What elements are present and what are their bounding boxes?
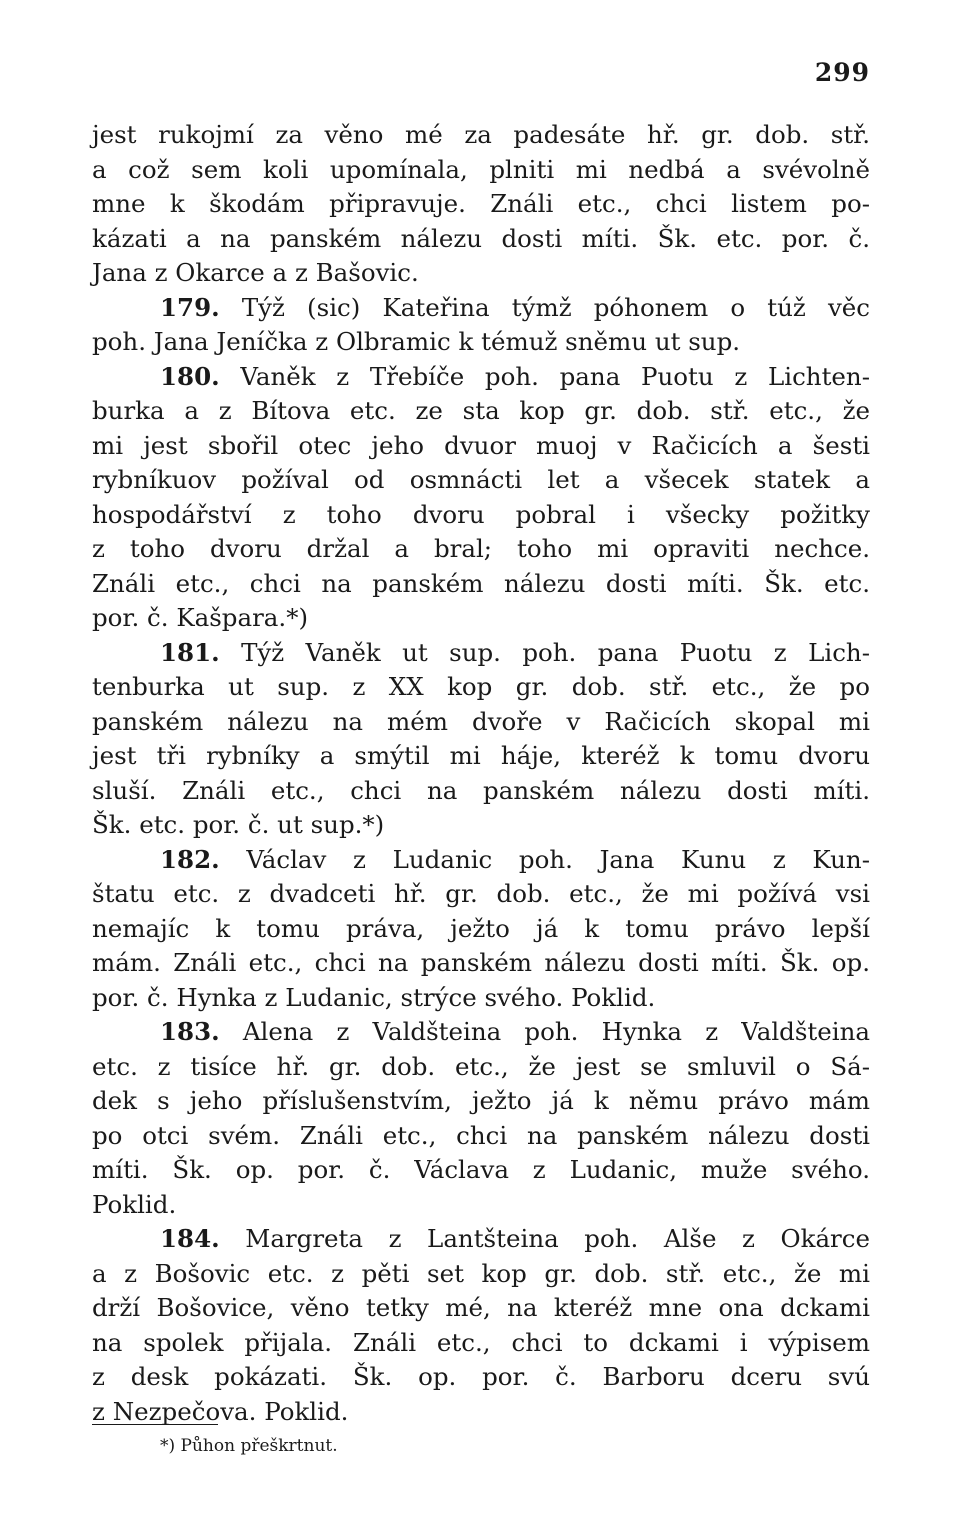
line-text: Poklid. bbox=[92, 1189, 177, 1219]
text-line bbox=[92, 774, 870, 809]
text-line bbox=[92, 1257, 870, 1292]
body-text bbox=[92, 118, 870, 1429]
entry-first-line bbox=[92, 1015, 870, 1050]
line-text: poh. Jana Jeníčka z Olbramic k témuž sněmu ut sup. bbox=[92, 327, 741, 356]
line-text: a z Bošovic etc. z pěti set kop gr. dob. stř. etc., že mi bbox=[92, 1258, 870, 1288]
text-line bbox=[92, 532, 870, 567]
line-text: Šk. etc. por. č. ut sup.*) bbox=[92, 810, 385, 839]
line-text: etc. z tisíce hř. gr. dob. etc., že jest se smluvil o Sá- bbox=[92, 1051, 870, 1081]
line-text: por. č. Kašpara.*) bbox=[92, 603, 309, 632]
line-text: Margreta z Lantšteina poh. Alše z Okárce bbox=[245, 1224, 870, 1253]
line-text: tenburka ut sup. z XX kop gr. dob. stř. etc., že po bbox=[92, 672, 870, 701]
text-line bbox=[92, 601, 870, 636]
line-text: z Nezpečova. Poklid. bbox=[92, 1396, 349, 1426]
line-text: burka a z Bítova etc. ze sta kop gr. dob. stř. etc., že bbox=[92, 396, 870, 425]
line-text: drží Bošovice, věno tetky mé, na kteréž mne ona dckami bbox=[92, 1293, 870, 1322]
entry-first-line bbox=[92, 360, 870, 395]
line-text: panském nálezu na mém dvoře v Račicích skopal mi bbox=[92, 706, 870, 736]
text-line bbox=[92, 912, 870, 947]
line-text: Týž Vaněk ut sup. poh. pana Puotu z Lich- bbox=[241, 637, 870, 667]
text-line bbox=[92, 1326, 870, 1361]
page-number: 299 bbox=[814, 58, 870, 87]
text-line bbox=[92, 705, 870, 740]
line-text: jest tři rybníky a smýtil mi háje, kteréž k tomu dvoru bbox=[92, 741, 870, 770]
line-text: štatu etc. z dvadceti hř. gr. dob. etc., že mi požívá vsi bbox=[92, 879, 870, 908]
text-line bbox=[92, 981, 870, 1016]
footnote-rule bbox=[92, 1424, 218, 1425]
line-text: hospodářství z toho dvoru pobral i všecky požitky bbox=[92, 499, 870, 529]
line-text: z desk pokázati. Šk. op. por. č. Barboru dceru svú bbox=[92, 1362, 870, 1391]
line-text: sluší. Ználi etc., chci na panském nálezu dosti míti. bbox=[92, 775, 870, 805]
text-line bbox=[92, 567, 870, 602]
text-line bbox=[92, 463, 870, 498]
line-text: dek s jeho příslušenstvím, ježto já k němu právo mám bbox=[92, 1086, 870, 1115]
text-line bbox=[92, 946, 870, 981]
entry-first-line bbox=[92, 1222, 870, 1257]
text-line bbox=[92, 498, 870, 533]
text-line bbox=[92, 1084, 870, 1119]
entry-number: 184. bbox=[160, 1224, 220, 1253]
line-text: z toho dvoru držal a bral; toho mi opraviti nechce. bbox=[92, 534, 870, 563]
text-line bbox=[92, 394, 870, 429]
entry-number: 179. bbox=[160, 292, 220, 322]
line-text: kázati a na panském nálezu dosti míti. Šk. etc. por. č. bbox=[92, 223, 870, 253]
text-line bbox=[92, 1153, 870, 1188]
line-text: mne k škodám připravuje. Ználi etc., chci listem po- bbox=[92, 189, 870, 218]
entry-first-line bbox=[92, 843, 870, 878]
text-line bbox=[92, 429, 870, 464]
text-line bbox=[92, 1119, 870, 1154]
line-text: mi jest sbořil otec jeho dvuor muoj v Račicích a šesti bbox=[92, 430, 870, 460]
line-text: Jana z Okarce a z Bašovic. bbox=[92, 258, 419, 287]
text-line bbox=[92, 118, 870, 153]
entry-number: 181. bbox=[160, 637, 220, 667]
text-line bbox=[92, 670, 870, 705]
text-line bbox=[92, 1188, 870, 1223]
line-text: po otci svém. Ználi etc., chci na panském nálezu dosti bbox=[92, 1120, 870, 1150]
text-line bbox=[92, 739, 870, 774]
text-line bbox=[92, 256, 870, 291]
line-text: jest rukojmí za věno mé za padesáte hř. gr. dob. stř. bbox=[92, 120, 870, 149]
text-line bbox=[92, 187, 870, 222]
line-text: Ználi etc., chci na panském nálezu dosti míti. Šk. etc. bbox=[92, 568, 870, 598]
entry-first-line bbox=[92, 291, 870, 326]
line-text: Alena z Valdšteina poh. Hynka z Valdšteina bbox=[242, 1017, 870, 1046]
text-line bbox=[92, 1360, 870, 1395]
entry-number: 183. bbox=[160, 1017, 220, 1046]
text-line bbox=[92, 1050, 870, 1085]
line-text: na spolek přijala. Ználi etc., chci to dckami i výpisem bbox=[92, 1327, 870, 1357]
text-line bbox=[92, 153, 870, 188]
text-line bbox=[92, 808, 870, 843]
line-text: Václav z Ludanic poh. Jana Kunu z Kun- bbox=[246, 844, 870, 874]
entry-number: 182. bbox=[160, 844, 220, 874]
line-text: Týž (sic) Kateřina týmž póhonem o túž věc bbox=[241, 292, 870, 322]
line-text: por. č. Hynka z Ludanic, strýce svého. Poklid. bbox=[92, 982, 656, 1012]
footnote: *) Půhon přeškrtnut. bbox=[160, 1436, 338, 1456]
line-text: mám. Ználi etc., chci na panském nálezu dosti míti. Šk. op. bbox=[92, 948, 870, 977]
entry-first-line bbox=[92, 636, 870, 671]
text-line bbox=[92, 877, 870, 912]
line-text: míti. Šk. op. por. č. Václava z Ludanic, muže svého. bbox=[92, 1155, 870, 1184]
text-line bbox=[92, 325, 870, 360]
text-line bbox=[92, 1291, 870, 1326]
text-line bbox=[92, 222, 870, 257]
line-text: Vaněk z Třebíče poh. pana Puotu z Lichten- bbox=[240, 361, 870, 391]
line-text: nemajíc k tomu práva, ježto já k tomu právo lepší bbox=[92, 913, 870, 943]
line-text: rybníkuov požíval od osmnácti let a všecek statek a bbox=[92, 465, 870, 494]
entry-number: 180. bbox=[160, 361, 220, 391]
line-text: a což sem koli upomínala, plniti mi nedbá a svévolně bbox=[92, 154, 870, 184]
